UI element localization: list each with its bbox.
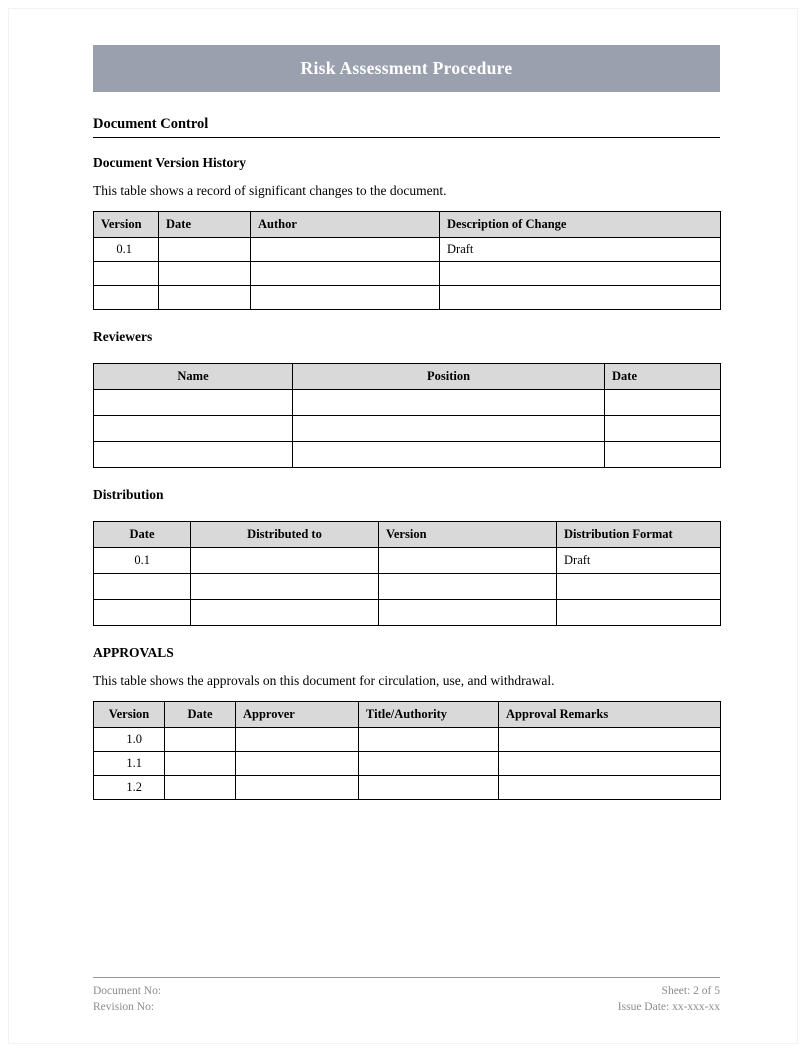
reviewers-heading: Reviewers	[93, 328, 153, 344]
cell-approval-remarks[interactable]	[499, 727, 721, 751]
footer-document-no: Document No:	[93, 985, 162, 997]
table-row	[94, 441, 721, 467]
footer-right-block	[618, 984, 720, 1015]
cell-author[interactable]	[251, 261, 440, 285]
cell-date[interactable]	[165, 751, 236, 775]
column-header-description: Description of Change	[440, 211, 721, 237]
cell-name[interactable]	[94, 441, 293, 467]
table-header-row	[94, 211, 721, 237]
cell-approver[interactable]	[236, 727, 359, 751]
table-row	[94, 727, 721, 751]
cell-version[interactable]: 1.1	[94, 751, 165, 775]
cell-date[interactable]: 0.1	[94, 547, 191, 573]
column-header-position: Position	[293, 363, 605, 389]
footer-issue-date: Issue Date: xx-xxx-xx	[617, 1000, 720, 1013]
reviewers-table	[93, 363, 721, 468]
document-page	[8, 8, 798, 1044]
cell-author[interactable]	[251, 285, 440, 309]
cell-title-authority[interactable]	[359, 751, 499, 775]
footer-revision-no: Revision No:	[93, 1000, 155, 1013]
cell-date[interactable]	[165, 775, 236, 799]
cell-date[interactable]	[159, 261, 251, 285]
footer-divider	[93, 977, 720, 978]
approvals-heading: APPROVALS	[93, 644, 174, 660]
cell-version[interactable]	[379, 573, 557, 599]
cell-date[interactable]	[605, 441, 721, 467]
cell-date[interactable]	[94, 599, 191, 625]
document-content	[93, 45, 720, 800]
approvals-intro: This table shows the approvals on this document for circulation, use, and withdrawal.	[93, 672, 555, 688]
column-header-date: Date	[159, 211, 251, 237]
cell-approver[interactable]	[236, 751, 359, 775]
table-row	[94, 573, 721, 599]
column-header-title-authority: Title/Authority	[359, 701, 499, 727]
cell-version[interactable]	[94, 285, 159, 309]
column-header-approval-remarks: Approval Remarks	[499, 701, 721, 727]
cell-name[interactable]	[94, 389, 293, 415]
cell-version[interactable]	[379, 599, 557, 625]
cell-approver[interactable]	[236, 775, 359, 799]
column-header-author: Author	[251, 211, 440, 237]
document-title-banner: Risk Assessment Procedure	[93, 45, 720, 92]
cell-description[interactable]	[440, 261, 721, 285]
cell-version[interactable]	[379, 547, 557, 573]
cell-position[interactable]	[293, 415, 605, 441]
column-header-date: Date	[165, 701, 236, 727]
column-header-distributed-to: Distributed to	[191, 521, 379, 547]
cell-distributed-to[interactable]	[191, 573, 379, 599]
distribution-table	[93, 521, 721, 626]
table-row	[94, 389, 721, 415]
document-control-heading: Document Control	[93, 116, 720, 138]
cell-name[interactable]	[94, 415, 293, 441]
column-header-version: Version	[94, 701, 165, 727]
cell-date[interactable]	[605, 389, 721, 415]
cell-version[interactable]: 1.0	[94, 727, 165, 751]
column-header-date: Date	[94, 521, 191, 547]
cell-description[interactable]: Draft	[440, 237, 721, 261]
cell-date[interactable]	[159, 285, 251, 309]
cell-distribution-format[interactable]	[557, 573, 721, 599]
cell-date[interactable]	[605, 415, 721, 441]
cell-date[interactable]	[165, 727, 236, 751]
cell-position[interactable]	[293, 389, 605, 415]
cell-distribution-format[interactable]: Draft	[557, 547, 721, 573]
cell-approval-remarks[interactable]	[499, 751, 721, 775]
cell-date[interactable]	[94, 573, 191, 599]
footer-left-block	[93, 984, 161, 1015]
table-row	[94, 261, 721, 285]
approvals-table	[93, 701, 721, 800]
version-history-heading: Document Version History	[93, 155, 246, 170]
column-header-date: Date	[605, 363, 721, 389]
cell-title-authority[interactable]	[359, 727, 499, 751]
cell-distribution-format[interactable]	[557, 599, 721, 625]
table-row	[94, 751, 721, 775]
cell-position[interactable]	[293, 441, 605, 467]
cell-version[interactable]	[94, 261, 159, 285]
cell-approval-remarks[interactable]	[499, 775, 721, 799]
cell-author[interactable]	[251, 237, 440, 261]
cell-version[interactable]: 0.1	[94, 237, 159, 261]
column-header-distribution-format: Distribution Format	[557, 521, 721, 547]
column-header-approver: Approver	[236, 701, 359, 727]
cell-description[interactable]	[440, 285, 721, 309]
page-footer	[93, 977, 720, 1015]
cell-date[interactable]	[159, 237, 251, 261]
cell-title-authority[interactable]	[359, 775, 499, 799]
column-header-version: Version	[94, 211, 159, 237]
distribution-heading: Distribution	[93, 486, 164, 502]
table-header-row	[94, 363, 721, 389]
column-header-name: Name	[94, 363, 293, 389]
footer-sheet-number: Sheet: 2 of 5	[661, 985, 720, 997]
table-row	[94, 415, 721, 441]
table-row	[94, 547, 721, 573]
cell-distributed-to[interactable]	[191, 547, 379, 573]
column-header-version: Version	[379, 521, 557, 547]
table-row	[94, 599, 721, 625]
version-history-intro: This table shows a record of significant changes to the document.	[93, 183, 447, 198]
table-row	[94, 237, 721, 261]
table-header-row	[94, 521, 721, 547]
table-header-row	[94, 701, 721, 727]
table-row	[94, 285, 721, 309]
cell-distributed-to[interactable]	[191, 599, 379, 625]
version-history-table	[93, 211, 721, 310]
cell-version[interactable]: 1.2	[94, 775, 165, 799]
table-row	[94, 775, 721, 799]
